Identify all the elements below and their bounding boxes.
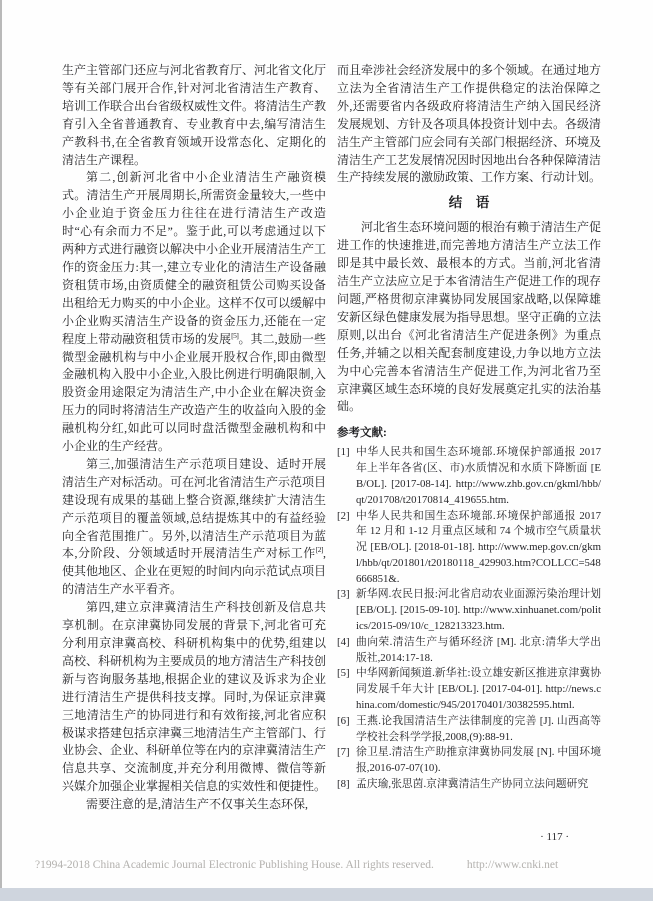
reference-text: 孟庆瑜,张思茵.京津冀清洁生产协同立法问题研究 xyxy=(356,778,589,791)
body-paragraph: 第四,建立京津冀清洁生产科技创新及信息共享机制。在京津冀协同发展的背景下,河北省可充分利用京津冀高校、科研机构集中的优势,组建以高校、科研机构为主要成员的地方清洁生产科技创新与咨询服务基地,根据企业的建议及诉求为企业进行清洁生产提供科技支撑。同时,为保证京津冀三地清洁生产的协同进行和有效衔接,河北省应积极谋求搭建包括京津冀三地清洁生产主管部门、行业协会、企业、科研单位等在内的京津冀清洁生产信息共享、交流制度,并充分利用微博、微信等新兴媒介加强企业掌握相关信息的实效性和便捷性。 xyxy=(62,600,326,794)
paragraph-text: 第二,创新河北省中小企业清洁生产融资模式。清洁生产开展周期长,所需资金量较大,一些中小企业迫于资金压力往往在进行清洁生产改造时“心有余而力不足”。鉴于此,可以考虑通过以下两种方式进行融资以解决中小企业开展清洁生产工作的资金压力:其一,建立专业化的清洁生产设备融资租赁市场,由资质健全的融资租赁公司购买设备出租给无力购买的中小企业。这样不仅可以缓解中小企业购买清洁生产设备的资金压力,还能在一定程度上带动融资租赁市场的发展 xyxy=(62,170,326,346)
paragraph-text: 。其二,鼓励一些微型金融机构与中小企业展开股权合作,即由微型金融机构入股中小企业,入股比例进行明确限制,入股资金用途限定为清洁生产,中小企业在解决资金压力的同时将清洁生产改造产生的收益向入股的金融机构分红,如此可以同时盘活微型金融机构和中小企业的生产经营。 xyxy=(62,331,326,454)
reference-number: [8] xyxy=(337,778,350,791)
reference-number: [7] xyxy=(337,746,350,759)
conclusion-heading: 结 语 xyxy=(448,195,490,211)
reference-text: 中华人民共和国生态环境部.环境保护部通报 2017 年 12 月和 1-12 月重点区域和 74 个城市空气质量状况 [EB/OL]. [2018-01-18]. http://www.mep.gov.cn/gkml/hbb/qt/201801/t20180118_429903.htm?COLLCC=548666851&. xyxy=(356,509,601,585)
right-text-column xyxy=(337,62,601,854)
publisher-footer xyxy=(35,859,635,871)
cnki-url: http://www.cnki.net xyxy=(466,859,559,871)
reference-item xyxy=(337,777,601,793)
reference-item xyxy=(337,745,601,777)
reference-text: 曲向荣.清洁生产与循环经济 [M]. 北京:清华大学出版社,2014:17-18. xyxy=(356,635,601,664)
body-paragraph: 需要注意的是,清洁生产不仅事关生态环保, xyxy=(86,797,309,812)
reference-number: [1] xyxy=(337,446,350,459)
reference-item xyxy=(337,445,601,508)
reference-text: 徐卫星.清洁生产助推京津冀协同发展 [N]. 中国环境报,2016-07-07(10). xyxy=(356,746,601,775)
reference-text: 中华人民共和国生态环境部.环境保护部通报 2017 年上半年各省(区、市)水质情况和水质下降断面 [EB/OL]. [2017-08-14]. http://www.zhb.gov.cn/gkml/hbb/qt/201708/t20170814_419655.htm. xyxy=(356,446,601,506)
body-paragraph xyxy=(62,456,326,599)
reference-number: [3] xyxy=(337,588,350,601)
reference-number: [2] xyxy=(337,509,350,522)
reference-item xyxy=(337,635,601,667)
body-paragraph: 生产主管部门还应与河北省教育厅、河北省文化厅等有关部门展开合作,针对河北省清洁生产教育、培训工作联合出台省级权威性文件。将清洁生产教育引入全省普通教育、专业教育中去,编写清洁生产教科书,在全省教育领域开设常态化、定期化的清洁生产课程。 xyxy=(62,63,326,167)
reference-item xyxy=(337,587,601,634)
paragraph-text: 第三,加强清洁生产示范项目建设、适时开展清洁生产对标活动。可在河北省清洁生产示范项目建设现有成果的基础上整合资源,继续扩大清洁生产示范项目的覆盖领域,总结提炼其中的有益经验向全省范围推广。另外,以清洁生产示范项目为蓝本,分阶段、分领域适时开展清洁生产对标工作 xyxy=(62,456,326,561)
page-number: · 117 · xyxy=(540,831,569,843)
reference-text: 新华网.农民日报:河北省启动农业面源污染治理计划 [EB/OL]. [2015-09-10]. http://www.xinhuanet.com/politics/2015-09/10/c_128213323.htm. xyxy=(356,588,601,633)
reference-item xyxy=(337,509,601,588)
citation-marker: [2] xyxy=(315,545,323,555)
paragraph-text: ,使其他地区、企业在更短的时间内向示范试点项目的清洁生产水平看齐。 xyxy=(62,546,326,597)
reference-number: [4] xyxy=(337,635,350,648)
reference-text: 中华网新闻频道.新华社:设立雄安新区推进京津冀协同发展千年大计 [EB/OL]. [2017-04-01]. http://news.china.com/domestic/945/20170401/30382595.html. xyxy=(356,667,601,712)
left-text-column xyxy=(62,62,326,854)
body-paragraph xyxy=(62,169,326,456)
reference-item xyxy=(337,714,601,746)
reference-number: [5] xyxy=(337,667,350,680)
reference-number: [6] xyxy=(337,714,350,727)
references-heading: 参考文献: xyxy=(337,427,387,440)
copyright-text: ?1994-2018 China Academic Journal Electronic Publishing House. All rights reserved. xyxy=(35,859,434,871)
reference-item xyxy=(337,666,601,713)
scan-edge-shadow xyxy=(0,0,2,888)
citation-marker: [5] xyxy=(231,330,239,340)
reference-text: 王燕.论我国清洁生产法律制度的完善 [J]. 山西高等学校社会科学学报,2008,(9):88-91. xyxy=(356,714,601,743)
conclusion-paragraph: 河北省生态环境问题的根治有赖于清洁生产促进工作的快速推进,而完善地方清洁生产立法工作即是其中最长效、最根本的方式。当前,河北省清洁生产立法应立足于本省清洁生产促进工作的现存问题,严格贯彻京津冀协同发展国家战略,以保障雄安新区绿色健康发展为指导思想。坚守正确的立法原则,以出台《河北省清洁生产促进条例》为重点任务,并辅之以相关配套制度建设,力争以地方立法为中心完善本省清洁生产促进工作,为河北省乃至京津冀区域生态环境的良好发展奠定扎实的法治基础。 xyxy=(337,220,601,414)
scan-bottom-strip xyxy=(0,888,653,901)
body-paragraph: 而且牵涉社会经济发展中的多个领域。在通过地方立法为全省清洁生产工作提供稳定的法治保障之外,还需要省内各级政府将清洁生产纳入国民经济发展规划、方针及各项具体投资计划中去。各级清洁生产主管部门应会同有关部门根据经济、环境及清洁生产工艺发展情况因时因地出台各种保障清洁生产持续发展的激励政策、工作方案、行动计划。 xyxy=(337,63,601,185)
